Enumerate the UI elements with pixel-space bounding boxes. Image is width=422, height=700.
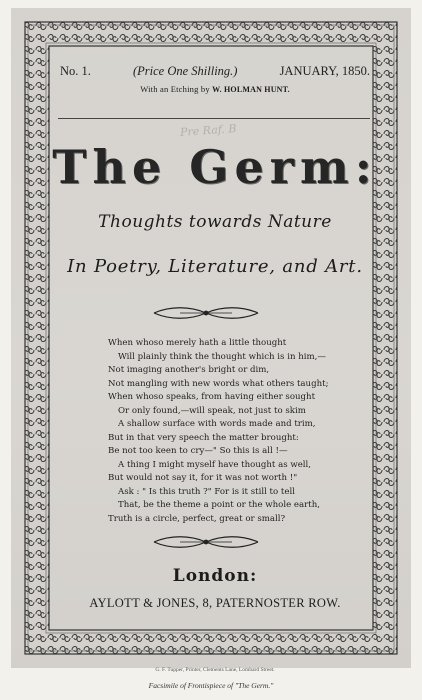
subtitle-poetry: In Poetry, Literature, and Art.: [67, 256, 363, 277]
issue-date: JANUARY, 1850.: [279, 64, 370, 78]
imprint-place: London:: [172, 566, 258, 586]
poem-line: Ask : " Is this truth ?" For is it still to tell: [118, 486, 295, 497]
facsimile-caption: Facsimile of Frontispiece of "The Germ.": [148, 681, 274, 690]
printer-line: G. F. Tupper, Printer, Clements Lane, Lombard Street.: [155, 667, 275, 673]
etching-artist: W. HOLMAN HUNT.: [212, 85, 290, 94]
poem-line: That, be the theme a point or the whole earth,: [118, 500, 320, 510]
poem-line: Not imaging another's bright or dim,: [108, 365, 270, 375]
issue-price: (Price One Shilling.): [132, 64, 238, 78]
issue-header: [60, 64, 370, 79]
ornament-divider-top: [150, 305, 262, 321]
poem-line: But would not say it, for it was not worth !": [108, 473, 298, 483]
etching-credit: [60, 84, 370, 94]
issue-number: No. 1.: [60, 64, 91, 78]
poem-line: A thing I might myself have thought as well,: [118, 459, 312, 470]
etching-prefix: With an Etching by: [140, 84, 210, 94]
poem-line: But in that very speech the matter brought:: [108, 432, 299, 443]
poem-line: Or only found,—will speak, not just to skim: [118, 405, 306, 416]
handwritten-note: Pre Raf. B: [179, 122, 237, 139]
page-title: The Germ:: [52, 140, 378, 194]
poem-line: Not mangling with new words what others taught;: [108, 378, 329, 389]
poem-line: Be not too keen to cry—" So this is all !—: [108, 446, 288, 456]
subtitle-thoughts: Thoughts towards Nature: [98, 212, 332, 232]
poem-line: Will plainly think the thought which is in him,—: [118, 351, 326, 362]
poem-sonnet: [108, 337, 398, 526]
publisher-line: AYLOTT & JONES, 8, PATERNOSTER ROW.: [89, 596, 341, 610]
poem-line: When whoso merely hath a little thought: [108, 338, 287, 348]
header-rule: [58, 118, 370, 119]
ornament-divider-bottom: [150, 534, 262, 550]
poem-line: Truth is a circle, perfect, great or small?: [108, 513, 286, 524]
poem-line: When whoso speaks, from having either sought: [108, 392, 316, 402]
poem-line: A shallow surface with words made and trim,: [118, 419, 316, 429]
